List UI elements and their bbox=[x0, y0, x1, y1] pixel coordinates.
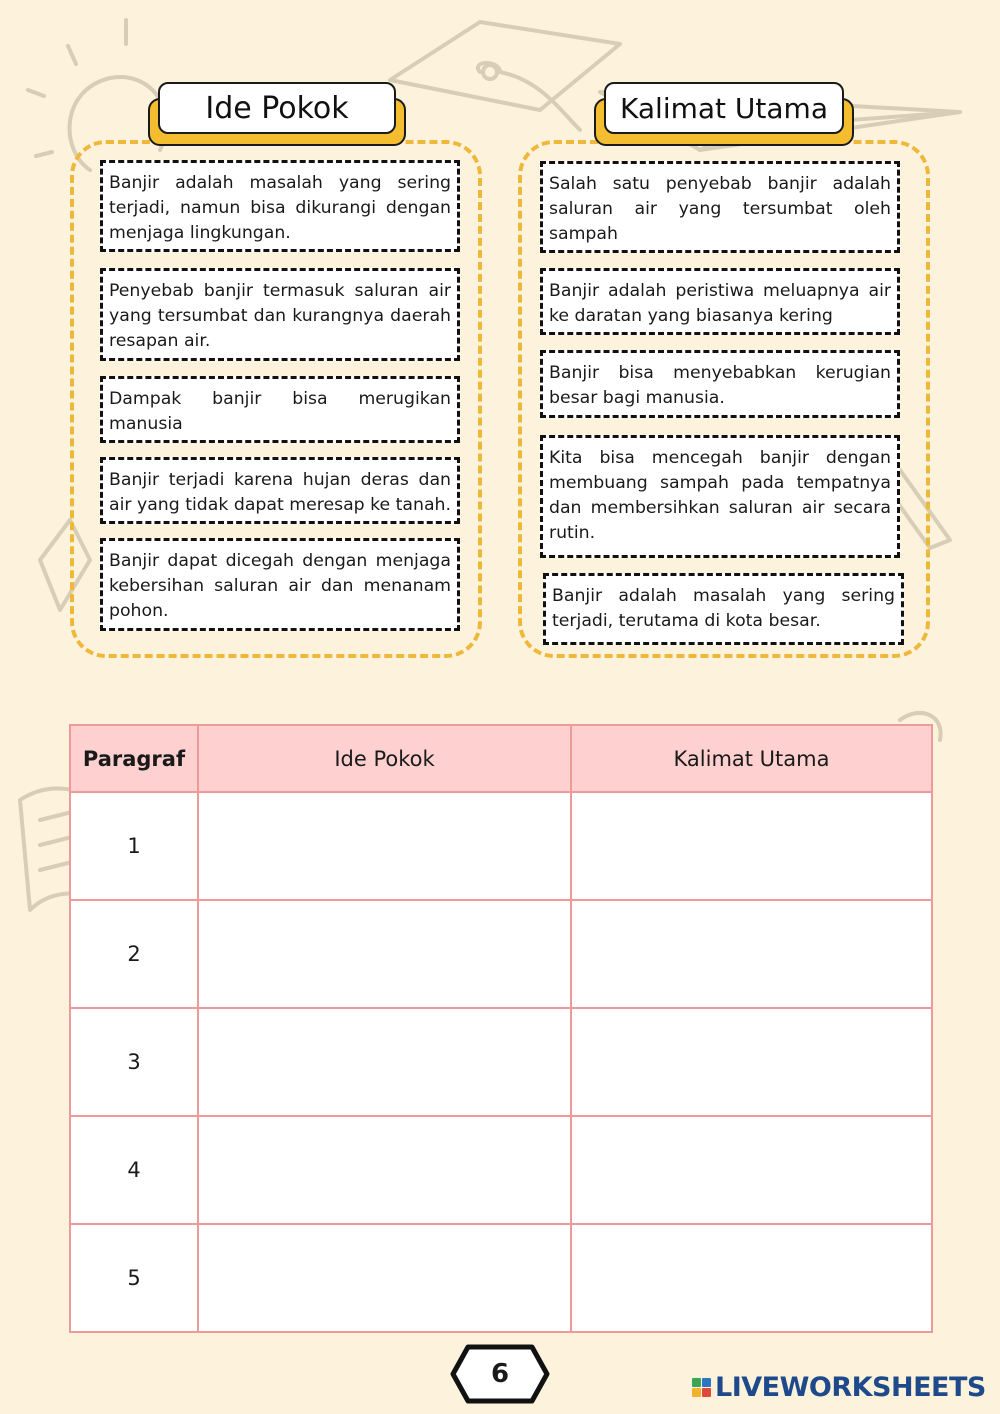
kalimat-utama-card-2[interactable]: Banjir adalah peristiwa meluapnya air ke daratan yang biasanya kering bbox=[540, 268, 900, 335]
ide-pokok-card-5[interactable]: Banjir dapat dicegah dengan menjaga kebersihan saluran air dan menanam pohon. bbox=[100, 538, 460, 631]
ide-pokok-drop-slot[interactable] bbox=[198, 1008, 571, 1116]
table-row bbox=[70, 792, 932, 900]
kalimat-utama-card-5[interactable]: Banjir adalah masalah yang sering terjadi, terutama di kota besar. bbox=[543, 573, 904, 645]
kalimat-utama-drop-slot[interactable] bbox=[571, 792, 932, 900]
paragraph-number: 2 bbox=[70, 900, 198, 1008]
kalimat-utama-drop-slot[interactable] bbox=[571, 900, 932, 1008]
kalimat-utama-drop-slot[interactable] bbox=[571, 1008, 932, 1116]
table-header-row bbox=[70, 725, 932, 792]
ide-pokok-card-3[interactable]: Dampak banjir bisa merugikan manusia bbox=[100, 376, 460, 443]
liveworksheets-logo bbox=[692, 1372, 986, 1403]
ide-pokok-drop-slot[interactable] bbox=[198, 1224, 571, 1332]
kalimat-utama-title: Kalimat Utama bbox=[604, 82, 844, 134]
ide-pokok-drop-slot[interactable] bbox=[198, 900, 571, 1008]
header-ide-pokok: Ide Pokok bbox=[198, 725, 571, 792]
ide-pokok-card-4[interactable]: Banjir terjadi karena hujan deras dan air yang tidak dapat meresap ke tanah. bbox=[100, 457, 460, 524]
page-number-badge bbox=[450, 1344, 550, 1404]
kalimat-utama-drop-slot[interactable] bbox=[571, 1116, 932, 1224]
paragraph-number: 4 bbox=[70, 1116, 198, 1224]
paragraph-number: 5 bbox=[70, 1224, 198, 1332]
page-number: 6 bbox=[490, 1359, 510, 1389]
table-row bbox=[70, 1224, 932, 1332]
kalimat-utama-drop-slot[interactable] bbox=[571, 1224, 932, 1332]
paragraph-number: 1 bbox=[70, 792, 198, 900]
header-kalimat-utama: Kalimat Utama bbox=[571, 725, 932, 792]
table-row bbox=[70, 900, 932, 1008]
ide-pokok-drop-slot[interactable] bbox=[198, 792, 571, 900]
table-row bbox=[70, 1116, 932, 1224]
ide-pokok-card-2[interactable]: Penyebab banjir termasuk saluran air yang tersumbat dan kurangnya daerah resapan air. bbox=[100, 268, 460, 361]
logo-text: LIVEWORKSHEETS bbox=[715, 1372, 986, 1403]
answer-table bbox=[69, 724, 933, 1333]
ide-pokok-card-1[interactable]: Banjir adalah masalah yang sering terjadi, namun bisa dikurangi dengan menjaga lingkungan. bbox=[100, 160, 460, 252]
ide-pokok-title: Ide Pokok bbox=[158, 82, 396, 134]
header-paragraf: Paragraf bbox=[70, 725, 198, 792]
kalimat-utama-card-3[interactable]: Banjir bisa menyebabkan kerugian besar bagi manusia. bbox=[540, 350, 900, 418]
paragraph-number: 3 bbox=[70, 1008, 198, 1116]
kalimat-utama-card-4[interactable]: Kita bisa mencegah banjir dengan membuang sampah pada tempatnya dan membersihkan saluran air secara rutin. bbox=[540, 435, 900, 558]
table-row bbox=[70, 1008, 932, 1116]
logo-mark-icon bbox=[692, 1378, 711, 1397]
kalimat-utama-card-1[interactable]: Salah satu penyebab banjir adalah saluran air yang tersumbat oleh sampah bbox=[540, 161, 900, 253]
ide-pokok-drop-slot[interactable] bbox=[198, 1116, 571, 1224]
